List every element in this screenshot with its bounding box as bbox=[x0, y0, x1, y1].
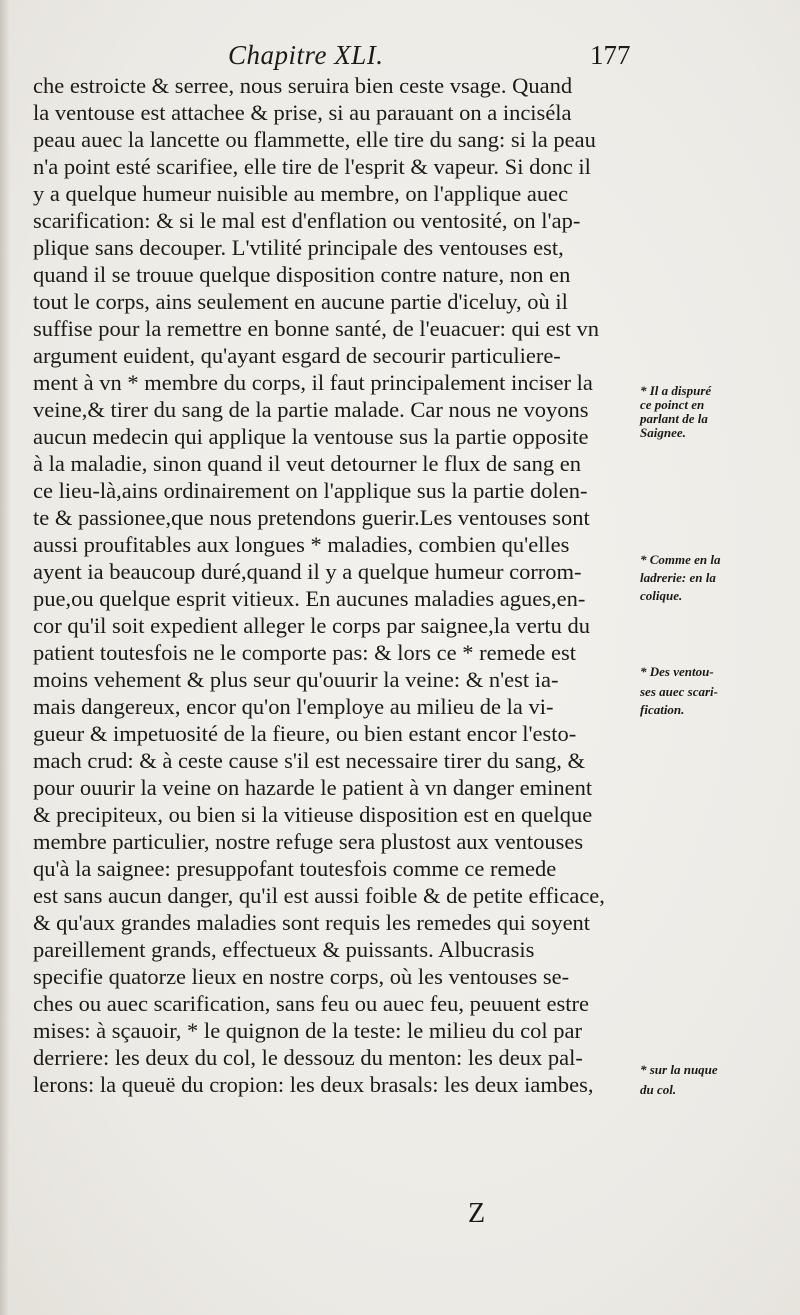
text-line: qu'à la saignee: presuppofant toutesfois comme ce remede bbox=[33, 856, 557, 881]
margin-notes bbox=[640, 0, 800, 1315]
text-line: lerons: la queuë du cropion: les deux brasals: les deux iambes, bbox=[33, 1072, 594, 1097]
text-line: est sans aucun danger, qu'il est aussi foible & de petite efficace, bbox=[33, 883, 605, 908]
running-title: Chapitre XLI. bbox=[228, 40, 384, 70]
text-line: n'a point esté scarifiee, elle tire de l'esprit & vapeur. Si donc il bbox=[33, 154, 591, 179]
text-line: plique sans decouper. L'vtilité principale des ventouses est, bbox=[33, 235, 564, 260]
main-text-block bbox=[33, 72, 643, 1098]
text-line: & qu'aux grandes maladies sont requis les remedes qui soyent bbox=[33, 910, 591, 935]
margin-note-line: ses auec scari- bbox=[640, 684, 718, 699]
page-number: 177 bbox=[590, 40, 631, 70]
text-line: ches ou auec scarification, sans feu ou auec feu, peuuent estre bbox=[33, 991, 589, 1016]
text-line: mais dangereux, encor qu'on l'employe au milieu de la vi- bbox=[33, 694, 554, 719]
margin-note-line: du col. bbox=[640, 1082, 677, 1097]
text-line: ment à vn * membre du corps, il faut principalement inciser la bbox=[33, 370, 593, 395]
margin-note-line: fication. bbox=[640, 702, 685, 717]
text-line: aussi proufitables aux longues * maladies, combien qu'elles bbox=[33, 532, 570, 557]
text-line: te & passionee,que nous pretendons guerir.Les ventouses sont bbox=[33, 505, 590, 530]
text-line: mach crud: & à ceste cause s'il est necessaire tirer du sang, & bbox=[33, 748, 585, 773]
text-line: la ventouse est attachee & prise, si au parauant on a inciséla bbox=[33, 100, 572, 125]
text-line: argument euident, qu'ayant esgard de secourir particuliere- bbox=[33, 343, 561, 368]
page-gutter-shadow bbox=[0, 0, 10, 1315]
margin-note-line: colique. bbox=[640, 588, 683, 603]
text-line: peau auec la lancette ou flammette, elle tire du sang: si la peau bbox=[33, 127, 596, 152]
text-line: che estroicte & serree, nous seruira bien ceste vsage. Quand bbox=[33, 73, 573, 98]
text-line: y a quelque humeur nuisible au membre, on l'applique auec bbox=[33, 181, 569, 206]
margin-note-line: * sur la nuque bbox=[640, 1062, 718, 1077]
margin-note-line: parlant de la bbox=[640, 411, 708, 426]
margin-note-line: * Comme en la bbox=[640, 552, 721, 567]
margin-note-line: * Des ventou- bbox=[640, 664, 714, 679]
text-line: à la maladie, sinon quand il veut detourner le flux de sang en bbox=[33, 451, 581, 476]
text-line: ce lieu-là,ains ordinairement on l'applique sus la partie dolen- bbox=[33, 478, 588, 503]
text-line: membre particulier, nostre refuge sera plustost aux ventouses bbox=[33, 829, 584, 854]
text-line: patient toutesfois ne le comporte pas: & lors ce * remede est bbox=[33, 640, 576, 665]
margin-note-line: * Il a dispuré bbox=[640, 383, 712, 398]
text-line: quand il se trouue quelque disposition contre nature, non en bbox=[33, 262, 571, 287]
text-line: cor qu'il soit expedient alleger le corps par saignee,la vertu du bbox=[33, 613, 590, 638]
text-line: specifie quatorze lieux en nostre corps, où les ventouses se- bbox=[33, 964, 570, 989]
margin-note-line: ce poinct en bbox=[640, 397, 705, 412]
text-line: aucun medecin qui applique la ventouse sus la partie opposite bbox=[33, 424, 589, 449]
text-line: pue,ou quelque esprit vitieux. En aucunes maladies agues,en- bbox=[33, 586, 586, 611]
text-line: moins vehement & plus seur qu'ouurir la veine: & n'est ia- bbox=[33, 667, 559, 692]
text-line: pareillement grands, effectueux & puissants. Albucrasis bbox=[33, 937, 535, 962]
text-line: scarification: & si le mal est d'enflation ou ventosité, on l'ap- bbox=[33, 208, 581, 233]
text-line: derriere: les deux du col, le dessouz du menton: les deux pal- bbox=[33, 1045, 583, 1070]
text-line: & precipiteux, ou bien si la vitieuse disposition est en quelque bbox=[33, 802, 593, 827]
text-line: mises: à sçauoir, * le quignon de la teste: le milieu du col par bbox=[33, 1018, 582, 1043]
text-line: ayent ia beaucoup duré,quand il y a quelque humeur corrom- bbox=[33, 559, 582, 584]
margin-note-line: ladrerie: en la bbox=[640, 570, 716, 585]
text-line: pour ouurir la veine on hazarde le patient à vn danger eminent bbox=[33, 775, 593, 800]
text-line: suffise pour la remettre en bonne santé, de l'euacuer: qui est vn bbox=[33, 316, 599, 341]
margin-note-line: Saignee. bbox=[640, 425, 686, 440]
text-line: veine,& tirer du sang de la partie malade. Car nous ne voyons bbox=[33, 397, 589, 422]
signature-mark: Z bbox=[468, 1198, 486, 1229]
text-line: tout le corps, ains seulement en aucune partie d'iceluy, où il bbox=[33, 289, 568, 314]
text-line: gueur & impetuosité de la fieure, ou bien estant encor l'esto- bbox=[33, 721, 577, 746]
